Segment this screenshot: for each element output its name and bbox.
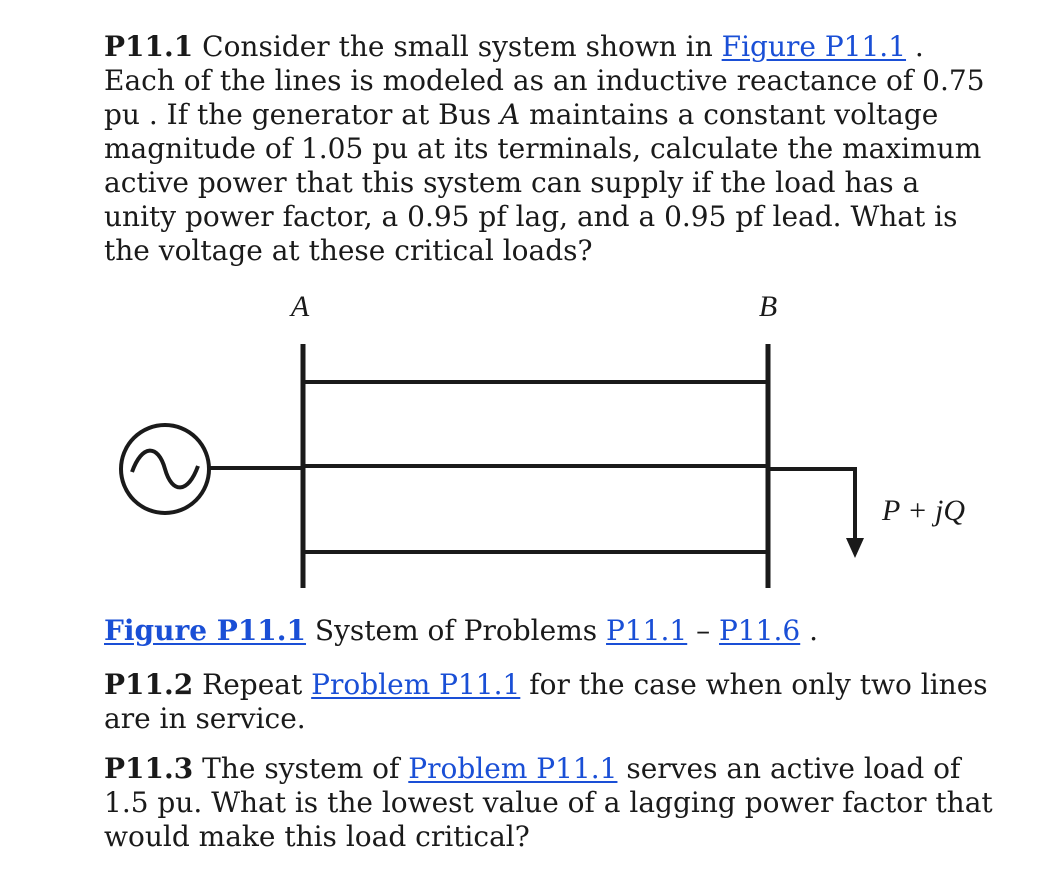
problem-text: serves an active load of 1.5 pu. What is the lowest value of a lagging power factor that would make this load critical? bbox=[104, 752, 993, 853]
bus-symbol: A bbox=[500, 98, 521, 131]
figure-caption-link[interactable]: Figure P11.1 bbox=[104, 614, 307, 647]
caption-text: System of Problems bbox=[306, 614, 607, 647]
problem-text: The system of bbox=[193, 752, 409, 785]
problem-link-end[interactable]: P11.6 bbox=[719, 614, 801, 647]
problem-link-start[interactable]: P11.1 bbox=[606, 614, 688, 647]
problem-text: maintains a constant voltage magnitude of 1.05 pu at its terminals, calculate the maximum active power that this system can supply if the load has a unity power factor, a 0.95 pf lag, and a 0.95 pf lead. What is the voltage at these critical loads? bbox=[104, 98, 982, 267]
figure-link[interactable]: Figure P11.1 bbox=[721, 30, 907, 63]
caption-end: . bbox=[800, 614, 819, 647]
problem-number: P11.3 bbox=[104, 752, 194, 785]
problem-link[interactable]: Problem P11.1 bbox=[311, 668, 521, 701]
problem-p11-3 bbox=[104, 752, 994, 854]
problem-text: Consider the small system shown in bbox=[193, 30, 722, 63]
problem-p11-2 bbox=[104, 668, 994, 736]
load-label: P + jQ bbox=[882, 494, 966, 527]
load-arrow bbox=[768, 469, 864, 558]
problem-number: P11.2 bbox=[104, 668, 194, 701]
problem-text: Repeat bbox=[193, 668, 312, 701]
caption-dash: – bbox=[687, 614, 720, 647]
problem-number: P11.1 bbox=[104, 30, 194, 63]
problem-text: . Each of the lines is modeled as an inductive reactance of 0.75 pu . If the generator at Bus bbox=[104, 30, 985, 131]
bus-b-label: B bbox=[758, 290, 778, 323]
power-system-diagram bbox=[0, 280, 1064, 610]
problem-link[interactable]: Problem P11.1 bbox=[408, 752, 618, 785]
diagram-svg bbox=[0, 280, 1064, 610]
bus-a-label: A bbox=[290, 290, 310, 323]
problem-p11-1 bbox=[104, 30, 994, 268]
generator-icon bbox=[121, 425, 209, 513]
problem-text: for the case when only two lines are in service. bbox=[104, 668, 988, 735]
figure-caption bbox=[104, 614, 994, 648]
